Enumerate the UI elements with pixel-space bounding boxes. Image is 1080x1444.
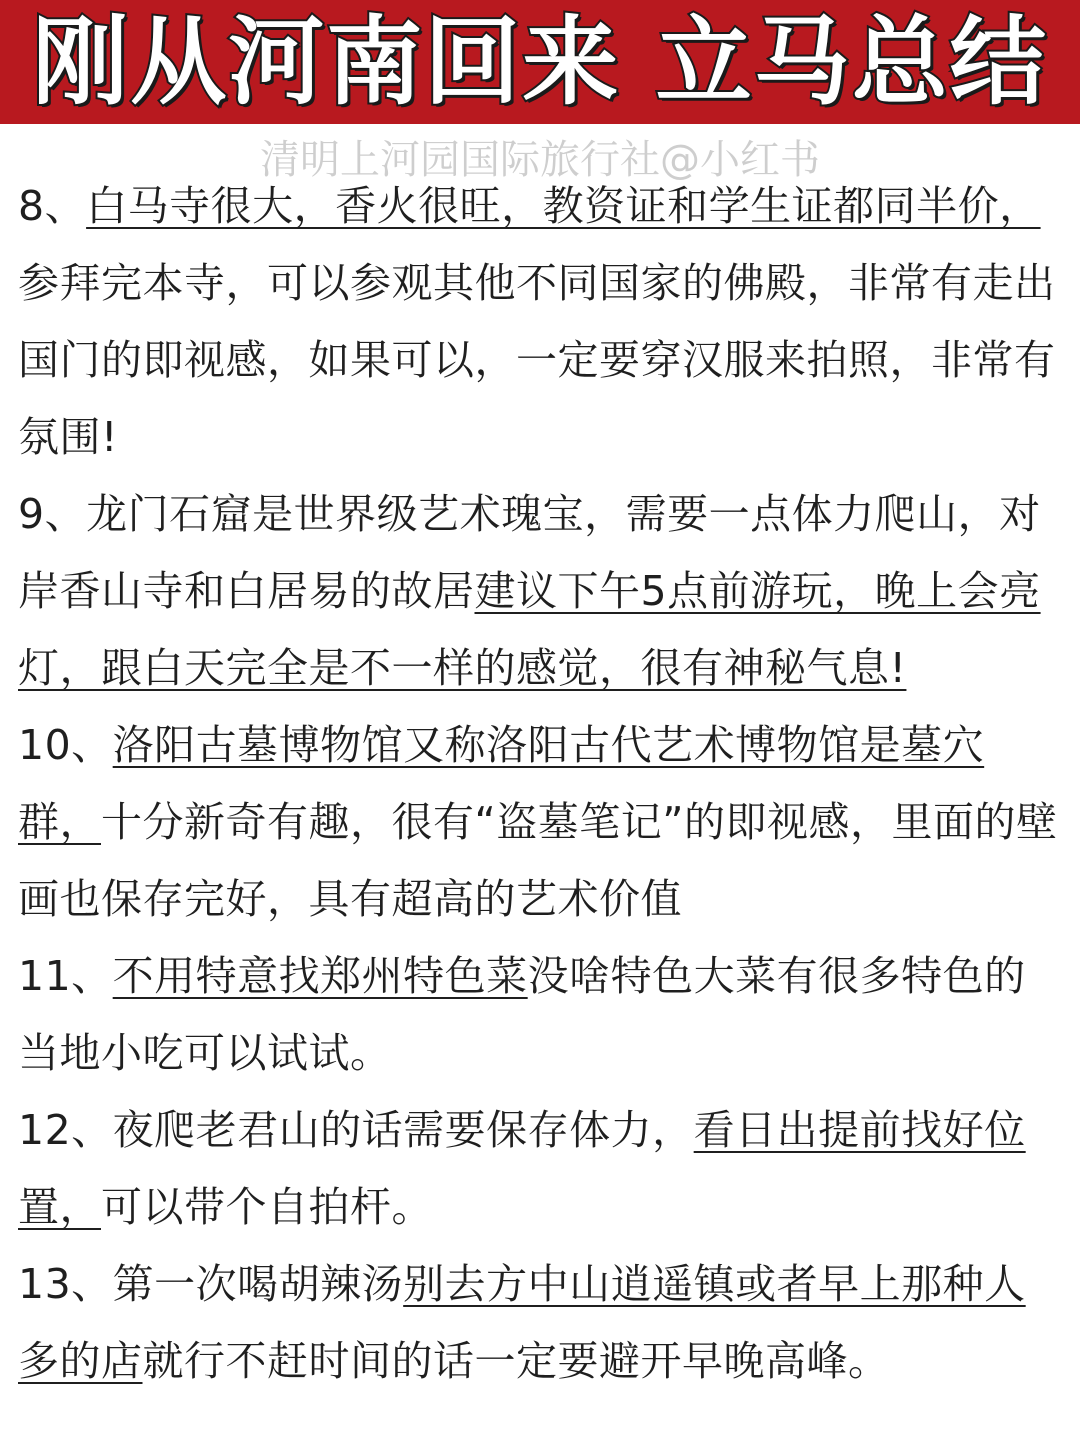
tip-highlight: 建议下午5点前游玩，晚上会亮灯，跟白天完全是不一样的感觉，很有神秘气息! [18,567,1041,692]
tip-11 [18,938,1062,1092]
title-banner [0,0,1080,124]
tip-number: 13、 [18,1260,113,1308]
tip-text: 龙门石窟是世界级艺术瑰宝，需要一点体力爬山，对岸香山寺和白居易的故居 [18,490,1041,615]
tip-12 [18,1092,1062,1246]
tip-highlight: 别去方中山逍遥镇或者早上那种人多的店 [18,1260,1026,1385]
tip-text: 十分新奇有趣，很有“盗墓笔记”的即视感，里面的壁画也保存完好，具有超高的艺术价值 [18,798,1058,923]
tip-number: 8、 [18,182,87,230]
tip-text: 可以带个自拍杆。 [101,1183,433,1231]
tip-text: 夜爬老君山的话需要保存体力， [112,1106,694,1154]
tip-number: 10、 [18,721,113,769]
tip-text: 参拜完本寺，可以参观其他不同国家的佛殿，非常有走出国门的即视感，如果可以，一定要穿汉服来拍照，非常有氛围! [18,259,1056,461]
tip-text: 没啥特色大菜有很多特色的当地小吃可以试试。 [18,952,1026,1077]
tip-number: 12、 [18,1106,113,1154]
tips-list [18,168,1062,1400]
watermark: 清明上河园国际旅行社@小红书 [260,137,820,183]
tip-number: 9、 [18,490,87,538]
tip-9 [18,476,1062,707]
tip-text: 第一次喝胡辣汤 [112,1260,404,1308]
tip-highlight: 白马寺很大，香火很旺，教资证和学生证都同半价， [86,182,1041,230]
tip-number: 11、 [18,952,113,1000]
page-title: 刚从河南回来 立马总结 [32,6,1048,118]
tip-13 [18,1246,1062,1400]
tip-text: 就行不赶时间的话一定要避开早晚高峰。 [142,1337,890,1385]
tip-highlight: 看日出提前找好位置， [18,1106,1026,1231]
tip-8 [18,168,1062,476]
tip-highlight: 不用特意找郑州特色菜 [112,952,528,1000]
tip-highlight: 洛阳古墓博物馆又称洛阳古代艺术博物馆是墓穴群， [18,721,985,846]
tip-10 [18,707,1062,938]
